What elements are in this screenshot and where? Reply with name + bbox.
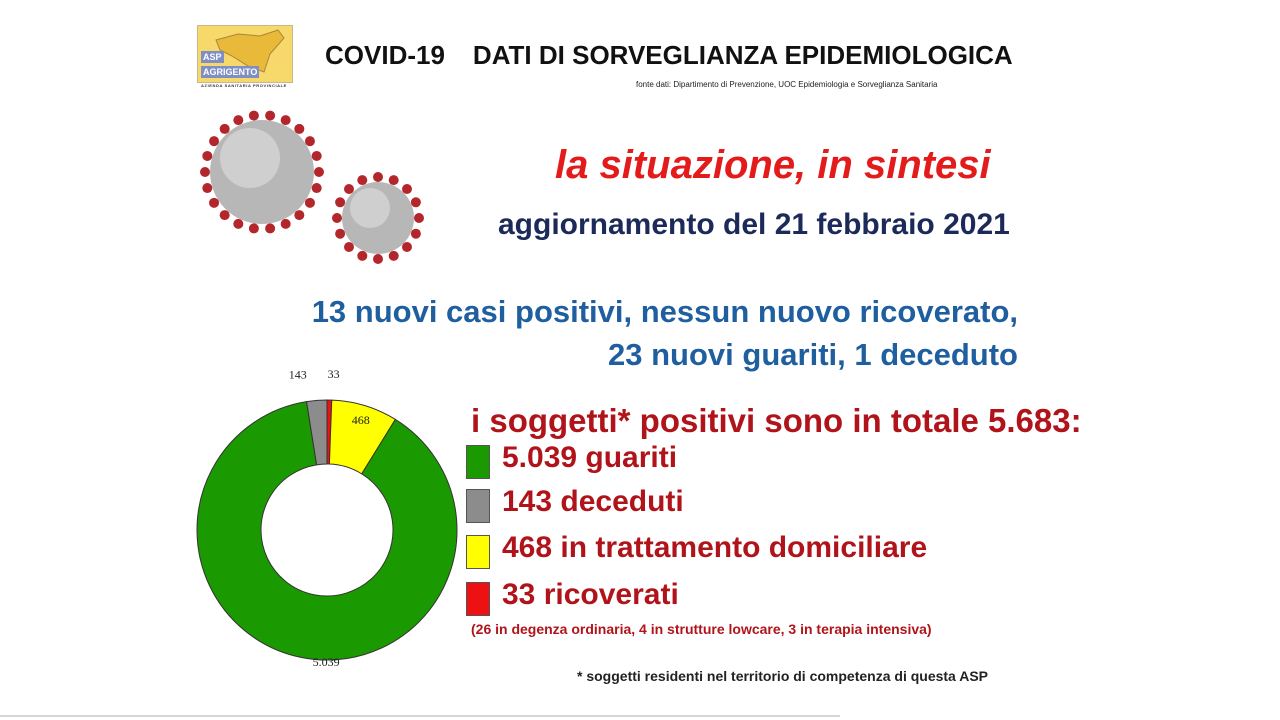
- virus-spike: [249, 223, 259, 233]
- footnote: * soggetti residenti nel territorio di competenza di questa ASP: [577, 668, 988, 684]
- bottom-divider: [0, 715, 840, 717]
- virus-spike: [389, 175, 399, 185]
- virus-spike: [357, 175, 367, 185]
- asp-agrigento-logo: [197, 25, 291, 89]
- virus-spike: [305, 198, 315, 208]
- label-guariti: 5.039: [312, 654, 340, 669]
- virus-spike: [312, 151, 322, 161]
- virus-spike: [281, 219, 291, 229]
- virus-spike: [202, 151, 212, 161]
- virus-spike: [202, 183, 212, 193]
- donut-chart: [180, 370, 480, 690]
- virus-spike: [281, 115, 291, 125]
- virus-spike: [335, 229, 345, 239]
- label-ricoverati: 33: [327, 370, 340, 382]
- virus-spike: [265, 223, 275, 233]
- update-date: aggiornamento del 21 febbraio 2021: [498, 208, 1010, 241]
- title-covid: COVID-19: [325, 40, 445, 70]
- legend-label-deceduti: 143 deceduti: [502, 485, 684, 518]
- virus-spike: [389, 251, 399, 261]
- page-title: [325, 40, 1013, 71]
- data-source: fonte dati: Dipartimento di Prevenzione, UOC Epidemiologia e Sorveglianza Sanitaria: [636, 80, 938, 89]
- virus-spike: [294, 210, 304, 220]
- legend-label-guariti: 5.039 guariti: [502, 441, 678, 474]
- headline: la situazione, in sintesi: [555, 143, 991, 187]
- virus-spike: [357, 251, 367, 261]
- virus-spike: [265, 111, 275, 121]
- virus-spike: [314, 167, 324, 177]
- label-domiciliare: 468: [351, 413, 370, 428]
- virus-spike: [411, 229, 421, 239]
- virus-spike: [305, 136, 315, 146]
- virus-spike: [373, 254, 383, 264]
- logo-subtitle: AZIENDA SANITARIA PROVINCIALE: [201, 83, 287, 88]
- virus-spike: [344, 242, 354, 252]
- virus-spike: [209, 136, 219, 146]
- ricoverati-detail: (26 in degenza ordinaria, 4 in strutture lowcare, 3 in terapia intensiva): [471, 621, 932, 637]
- logo-asp-text: ASP: [203, 52, 222, 62]
- title-sorveglianza: DATI DI SORVEGLIANZA EPIDEMIOLOGICA: [472, 40, 1013, 70]
- virus-spike: [402, 242, 412, 252]
- total-label: i soggetti* positivi sono in totale 5.683:: [471, 402, 1082, 439]
- coronavirus-illustration: [190, 100, 430, 275]
- virus-large-icon: [210, 120, 314, 224]
- virus-spike: [220, 210, 230, 220]
- legend-label-domiciliare: 468 in trattamento domiciliare: [502, 531, 928, 564]
- virus-spike: [411, 197, 421, 207]
- virus-spike: [335, 197, 345, 207]
- summary-line-2: 23 nuovi guariti, 1 deceduto: [608, 337, 1018, 372]
- virus-spike: [200, 167, 210, 177]
- virus-spike: [312, 183, 322, 193]
- virus-spike: [209, 198, 219, 208]
- virus-spike: [294, 124, 304, 134]
- logo-agrigento-text: AGRIGENTO: [203, 67, 258, 77]
- virus-spike: [373, 172, 383, 182]
- legend-label-ricoverati: 33 ricoverati: [502, 578, 679, 611]
- virus-spike: [233, 115, 243, 125]
- virus-spike: [249, 111, 259, 121]
- label-deceduti: 143: [288, 370, 307, 382]
- summary-line-1: 13 nuovi casi positivi, nessun nuovo ricoverato,: [311, 294, 1018, 329]
- virus-small-icon: [342, 182, 414, 254]
- virus-spike: [344, 184, 354, 194]
- virus-spike: [233, 219, 243, 229]
- virus-spike: [332, 213, 342, 223]
- virus-spike: [414, 213, 424, 223]
- virus-spike: [402, 184, 412, 194]
- virus-spike: [220, 124, 230, 134]
